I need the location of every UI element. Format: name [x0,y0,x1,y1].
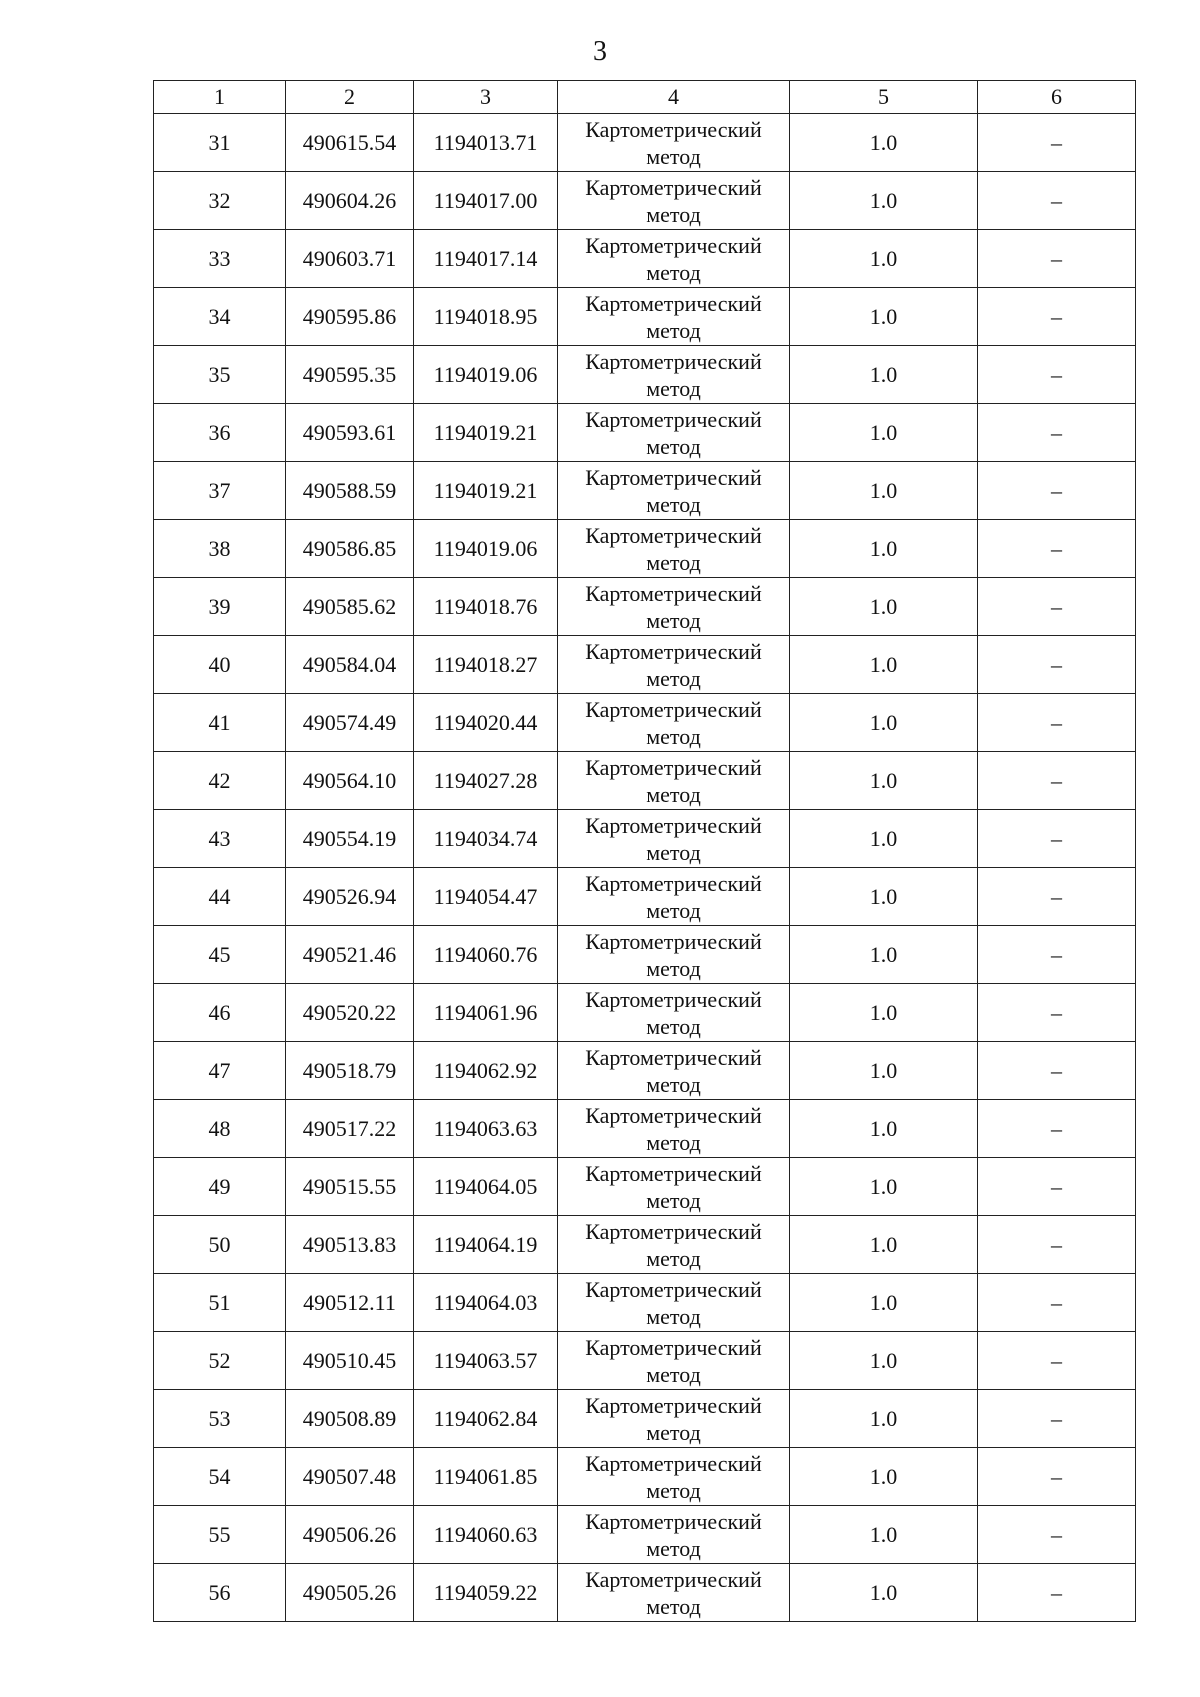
method-cell: Картометрический метод [558,462,790,520]
x-coordinate-cell: 490585.62 [286,578,414,636]
y-coordinate-cell: 1194062.92 [414,1042,558,1100]
y-coordinate-cell: 1194063.63 [414,1100,558,1158]
y-coordinate-cell: 1194060.76 [414,926,558,984]
method-cell: Картометрический метод [558,114,790,172]
point-number-cell: 49 [154,1158,286,1216]
x-coordinate-cell: 490521.46 [286,926,414,984]
table-row [154,1448,1136,1506]
x-coordinate-cell: 490507.48 [286,1448,414,1506]
x-coordinate-cell: 490515.55 [286,1158,414,1216]
y-coordinate-cell: 1194019.06 [414,346,558,404]
y-coordinate-cell: 1194034.74 [414,810,558,868]
x-coordinate-cell: 490554.19 [286,810,414,868]
note-cell: – [978,1042,1136,1100]
method-cell: Картометрический метод [558,1274,790,1332]
accuracy-cell: 1.0 [790,636,978,694]
note-cell: – [978,114,1136,172]
note-cell: – [978,926,1136,984]
table-row [154,636,1136,694]
x-coordinate-cell: 490564.10 [286,752,414,810]
y-coordinate-cell: 1194017.14 [414,230,558,288]
table-row [154,868,1136,926]
accuracy-cell: 1.0 [790,1448,978,1506]
y-coordinate-cell: 1194063.57 [414,1332,558,1390]
accuracy-cell: 1.0 [790,752,978,810]
point-number-cell: 39 [154,578,286,636]
note-cell: – [978,1100,1136,1158]
x-coordinate-cell: 490586.85 [286,520,414,578]
x-coordinate-cell: 490593.61 [286,404,414,462]
y-coordinate-cell: 1194020.44 [414,694,558,752]
point-number-cell: 32 [154,172,286,230]
x-coordinate-cell: 490512.11 [286,1274,414,1332]
x-coordinate-cell: 490517.22 [286,1100,414,1158]
point-number-cell: 40 [154,636,286,694]
table-row [154,1332,1136,1390]
note-cell: – [978,1274,1136,1332]
method-cell: Картометрический метод [558,868,790,926]
accuracy-cell: 1.0 [790,346,978,404]
note-cell: – [978,462,1136,520]
x-coordinate-cell: 490603.71 [286,230,414,288]
note-cell: – [978,1564,1136,1622]
note-cell: – [978,984,1136,1042]
y-coordinate-cell: 1194064.19 [414,1216,558,1274]
y-coordinate-cell: 1194017.00 [414,172,558,230]
header-row [154,81,1136,114]
table-row [154,694,1136,752]
y-coordinate-cell: 1194018.95 [414,288,558,346]
x-coordinate-cell: 490505.26 [286,1564,414,1622]
column-header-2: 2 [286,81,414,114]
x-coordinate-cell: 490588.59 [286,462,414,520]
x-coordinate-cell: 490518.79 [286,1042,414,1100]
point-number-cell: 36 [154,404,286,462]
method-cell: Картометрический метод [558,1158,790,1216]
point-number-cell: 56 [154,1564,286,1622]
method-cell: Картометрический метод [558,810,790,868]
note-cell: – [978,752,1136,810]
table-row [154,752,1136,810]
x-coordinate-cell: 490604.26 [286,172,414,230]
point-number-cell: 43 [154,810,286,868]
note-cell: – [978,1448,1136,1506]
table-row [154,810,1136,868]
x-coordinate-cell: 490508.89 [286,1390,414,1448]
column-header-3: 3 [414,81,558,114]
x-coordinate-cell: 490513.83 [286,1216,414,1274]
x-coordinate-cell: 490615.54 [286,114,414,172]
note-cell: – [978,1158,1136,1216]
method-cell: Картометрический метод [558,984,790,1042]
column-header-6: 6 [978,81,1136,114]
point-number-cell: 38 [154,520,286,578]
point-number-cell: 33 [154,230,286,288]
y-coordinate-cell: 1194018.76 [414,578,558,636]
table-row [154,1274,1136,1332]
table-row [154,462,1136,520]
accuracy-cell: 1.0 [790,404,978,462]
y-coordinate-cell: 1194061.85 [414,1448,558,1506]
table-row [154,578,1136,636]
note-cell: – [978,1506,1136,1564]
point-number-cell: 31 [154,114,286,172]
method-cell: Картометрический метод [558,1216,790,1274]
point-number-cell: 52 [154,1332,286,1390]
accuracy-cell: 1.0 [790,810,978,868]
y-coordinate-cell: 1194061.96 [414,984,558,1042]
x-coordinate-cell: 490506.26 [286,1506,414,1564]
method-cell: Картометрический метод [558,926,790,984]
column-header-1: 1 [154,81,286,114]
y-coordinate-cell: 1194027.28 [414,752,558,810]
table-row [154,1042,1136,1100]
column-header-5: 5 [790,81,978,114]
point-number-cell: 34 [154,288,286,346]
point-number-cell: 53 [154,1390,286,1448]
x-coordinate-cell: 490574.49 [286,694,414,752]
page-number: 3 [593,36,607,67]
note-cell: – [978,868,1136,926]
y-coordinate-cell: 1194062.84 [414,1390,558,1448]
table-row [154,1100,1136,1158]
table-row [154,926,1136,984]
note-cell: – [978,346,1136,404]
accuracy-cell: 1.0 [790,114,978,172]
y-coordinate-cell: 1194059.22 [414,1564,558,1622]
y-coordinate-cell: 1194064.03 [414,1274,558,1332]
note-cell: – [978,810,1136,868]
accuracy-cell: 1.0 [790,578,978,636]
method-cell: Картометрический метод [558,172,790,230]
accuracy-cell: 1.0 [790,288,978,346]
accuracy-cell: 1.0 [790,462,978,520]
method-cell: Картометрический метод [558,520,790,578]
method-cell: Картометрический метод [558,752,790,810]
method-cell: Картометрический метод [558,230,790,288]
note-cell: – [978,288,1136,346]
method-cell: Картометрический метод [558,1506,790,1564]
accuracy-cell: 1.0 [790,1216,978,1274]
table-row [154,114,1136,172]
table-row [154,1216,1136,1274]
point-number-cell: 47 [154,1042,286,1100]
accuracy-cell: 1.0 [790,694,978,752]
table-row [154,1506,1136,1564]
y-coordinate-cell: 1194013.71 [414,114,558,172]
note-cell: – [978,694,1136,752]
accuracy-cell: 1.0 [790,1158,978,1216]
method-cell: Картометрический метод [558,1100,790,1158]
method-cell: Картометрический метод [558,1390,790,1448]
y-coordinate-cell: 1194019.06 [414,520,558,578]
accuracy-cell: 1.0 [790,230,978,288]
note-cell: – [978,520,1136,578]
method-cell: Картометрический метод [558,288,790,346]
note-cell: – [978,1332,1136,1390]
accuracy-cell: 1.0 [790,172,978,230]
accuracy-cell: 1.0 [790,1390,978,1448]
accuracy-cell: 1.0 [790,1564,978,1622]
y-coordinate-cell: 1194064.05 [414,1158,558,1216]
x-coordinate-cell: 490595.86 [286,288,414,346]
column-header-4: 4 [558,81,790,114]
table-row [154,230,1136,288]
table-row [154,1564,1136,1622]
note-cell: – [978,230,1136,288]
point-number-cell: 41 [154,694,286,752]
accuracy-cell: 1.0 [790,520,978,578]
accuracy-cell: 1.0 [790,868,978,926]
accuracy-cell: 1.0 [790,1332,978,1390]
method-cell: Картометрический метод [558,346,790,404]
note-cell: – [978,1390,1136,1448]
point-number-cell: 35 [154,346,286,404]
point-number-cell: 45 [154,926,286,984]
y-coordinate-cell: 1194019.21 [414,462,558,520]
y-coordinate-cell: 1194054.47 [414,868,558,926]
point-number-cell: 50 [154,1216,286,1274]
method-cell: Картометрический метод [558,578,790,636]
y-coordinate-cell: 1194018.27 [414,636,558,694]
y-coordinate-cell: 1194060.63 [414,1506,558,1564]
x-coordinate-cell: 490526.94 [286,868,414,926]
point-number-cell: 44 [154,868,286,926]
point-number-cell: 55 [154,1506,286,1564]
coordinates-table [153,80,1136,1622]
accuracy-cell: 1.0 [790,1042,978,1100]
point-number-cell: 51 [154,1274,286,1332]
note-cell: – [978,404,1136,462]
accuracy-cell: 1.0 [790,1506,978,1564]
table-row [154,1390,1136,1448]
x-coordinate-cell: 490584.04 [286,636,414,694]
x-coordinate-cell: 490520.22 [286,984,414,1042]
point-number-cell: 42 [154,752,286,810]
method-cell: Картометрический метод [558,1448,790,1506]
method-cell: Картометрический метод [558,1564,790,1622]
point-number-cell: 48 [154,1100,286,1158]
method-cell: Картометрический метод [558,404,790,462]
accuracy-cell: 1.0 [790,926,978,984]
accuracy-cell: 1.0 [790,984,978,1042]
note-cell: – [978,636,1136,694]
note-cell: – [978,578,1136,636]
x-coordinate-cell: 490510.45 [286,1332,414,1390]
table-row [154,520,1136,578]
note-cell: – [978,1216,1136,1274]
note-cell: – [978,172,1136,230]
x-coordinate-cell: 490595.35 [286,346,414,404]
method-cell: Картометрический метод [558,1042,790,1100]
table-row [154,288,1136,346]
table-row [154,346,1136,404]
table-row [154,1158,1136,1216]
point-number-cell: 54 [154,1448,286,1506]
table-row [154,404,1136,462]
point-number-cell: 37 [154,462,286,520]
table-row [154,172,1136,230]
method-cell: Картометрический метод [558,636,790,694]
table-row [154,984,1136,1042]
point-number-cell: 46 [154,984,286,1042]
y-coordinate-cell: 1194019.21 [414,404,558,462]
method-cell: Картометрический метод [558,694,790,752]
table-body [154,114,1136,1622]
method-cell: Картометрический метод [558,1332,790,1390]
accuracy-cell: 1.0 [790,1274,978,1332]
accuracy-cell: 1.0 [790,1100,978,1158]
